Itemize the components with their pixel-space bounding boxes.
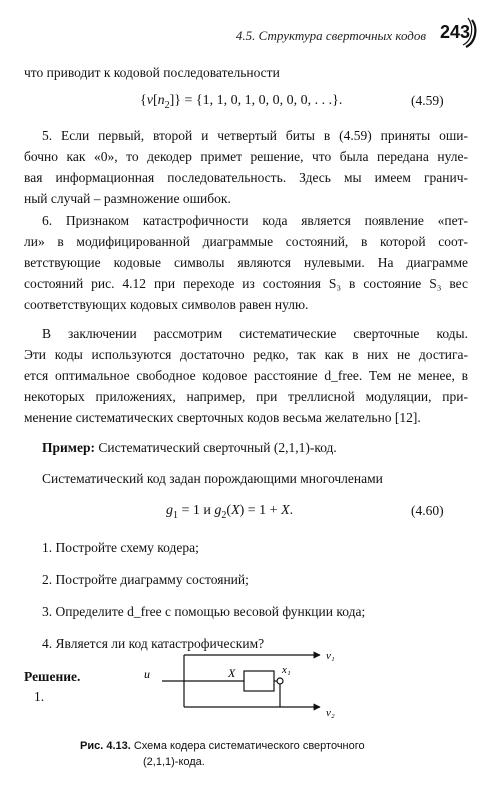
para5-line-1: 5. Если первый, второй и четвертый биты в (4.59) приняты оши-	[42, 128, 468, 143]
para6-line-4: состояний рис. 4.12 при переходе из состояния S₃ в состояние S₃ вес	[24, 276, 468, 291]
caption-label: Рис. 4.13.	[80, 740, 131, 752]
systematic-code-line: Систематический код задан порождающими многочленами	[42, 471, 383, 486]
concl-line-4: некоторых приложениях, например, при треллисной модуляции, при-	[24, 389, 468, 404]
label-X: X	[228, 666, 236, 680]
task-item-3: 3. Определите d_free с помощью весовой функции кода;	[42, 604, 366, 619]
para6-line-1: 6. Признаком катастрофичности кода является появление «пет-	[42, 213, 468, 228]
solution-heading: Решение.	[24, 669, 81, 684]
example-label: Пример:	[42, 440, 95, 455]
task-item-1: 1. Постройте схему кодера;	[42, 540, 199, 555]
para6-line-3: ветствующие кодовые символы являются нулевыми. На диаграмме	[24, 255, 468, 270]
solution-item: 1.	[34, 689, 45, 704]
concl-line-2: Эти коды используются достаточно редко, так как в них не достига-	[24, 347, 468, 362]
concl-line-5: менение систематических сверточных кодов весьма желательно [12].	[24, 410, 421, 425]
shift-register-cell	[244, 671, 274, 691]
para5-line-2: бочно как «0», то декодер примет решение, что была передана нуле-	[24, 149, 468, 164]
running-head: 4.5. Структура сверточных кодов	[235, 28, 426, 43]
caption-line-1: Схема кодера систематического сверточного	[133, 740, 365, 752]
label-v1: v₁	[326, 650, 335, 662]
tap-node-icon	[277, 678, 283, 684]
encoder-diagram	[140, 645, 360, 727]
caption-line-2: (2,1,1)-кода.	[143, 756, 205, 768]
concl-line-3: ется оптимальное свободное кодовое расстояние d_free. Тем не менее, в	[24, 368, 468, 383]
equation-number-4-59: (4.59)	[411, 93, 444, 108]
page-header	[200, 22, 470, 52]
para6-line-2: ли» в модифицированной диаграммые состояний, в которой соот-	[24, 234, 468, 249]
task-item-2: 2. Постройте диаграмму состояний;	[42, 572, 249, 587]
label-u: u	[144, 667, 150, 681]
figure-caption	[80, 738, 365, 754]
example-heading	[42, 437, 337, 458]
example-text: Систематический сверточный (2,1,1)-код.	[98, 440, 337, 455]
para6-line-5: соответствующих кодовых символов равен нулю.	[24, 297, 309, 312]
task-item-4: 4. Является ли код катастрофическим?	[42, 636, 265, 651]
label-x1: x₁	[282, 664, 291, 676]
equation-number-4-60: (4.60)	[411, 503, 444, 518]
concl-line-1: В заключении рассмотрим систематические сверточные коды.	[42, 326, 468, 341]
equation-4-59: $\{v[n_2]\} = \{1$, 1, 0, 1, 0, 0, 0, 0, . . .}.	[140, 93, 343, 111]
intro-line: что приводит к кодовой последовательности	[24, 65, 280, 80]
equation-4-60: $g_1 = 1$ и $g_2(X) = 1 + X$.	[166, 503, 294, 521]
page-number: 243	[439, 22, 470, 42]
para5-line-4: ный случай – размножение ошибок.	[24, 191, 231, 206]
para5-line-3: вая информационная последовательность. Здесь мы имеем гранич-	[24, 170, 468, 185]
label-v2: v₂	[326, 707, 335, 719]
